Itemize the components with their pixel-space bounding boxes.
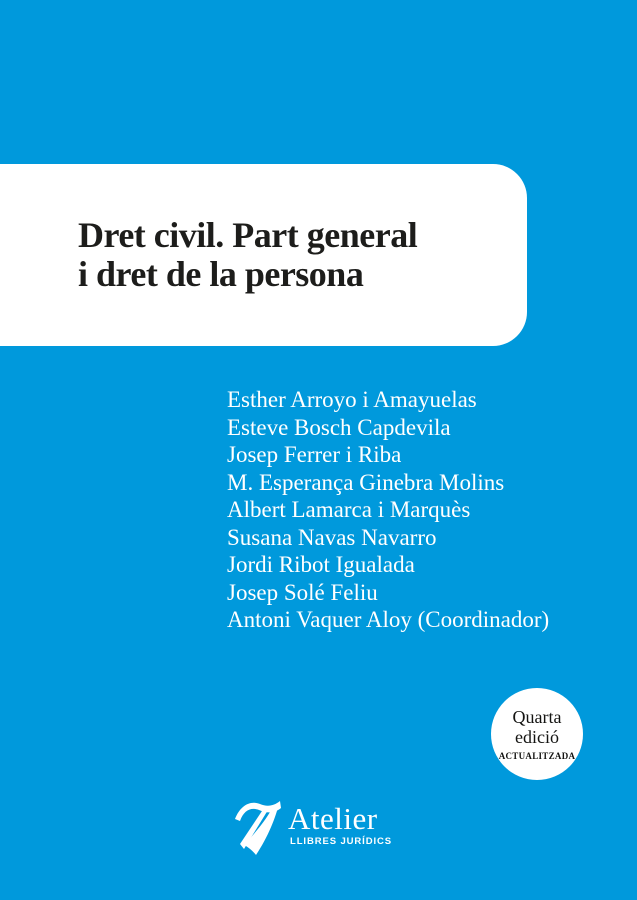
atelier-a-monogram-icon — [234, 799, 282, 855]
publisher-logo — [234, 797, 454, 857]
author-line: M. Esperança Ginebra Molins — [227, 469, 505, 495]
author-line: Antoni Vaquer Aloy (Coordinador) — [227, 607, 550, 632]
book-title-line-2: i dret de la persona — [78, 254, 364, 294]
author-line: Albert Lamarca i Marquès — [227, 497, 471, 522]
edition-badge-line-3: ACTUALITZADA — [498, 751, 576, 761]
edition-badge — [491, 688, 583, 780]
edition-badge-line-1: Quarta — [512, 707, 562, 727]
book-title-line-1: Dret civil. Part general — [78, 215, 418, 255]
author-line: Esteve Bosch Capdevila — [227, 414, 451, 440]
author-line: Josep Solé Feliu — [227, 579, 378, 605]
author-line: Susana Navas Navarro — [227, 524, 437, 550]
edition-badge-line-2: edició — [515, 727, 559, 747]
author-list — [227, 386, 549, 634]
author-line: Josep Ferrer i Riba — [227, 442, 402, 467]
publisher-name: Atelier — [288, 801, 378, 836]
title-panel — [0, 164, 527, 346]
book-title — [0, 216, 447, 294]
author-line: Jordi Ribot Igualada — [227, 552, 415, 577]
author-line: Esther Arroyo i Amayuelas — [227, 387, 477, 412]
publisher-tagline: LLIBRES JURÍDICS — [290, 836, 393, 847]
